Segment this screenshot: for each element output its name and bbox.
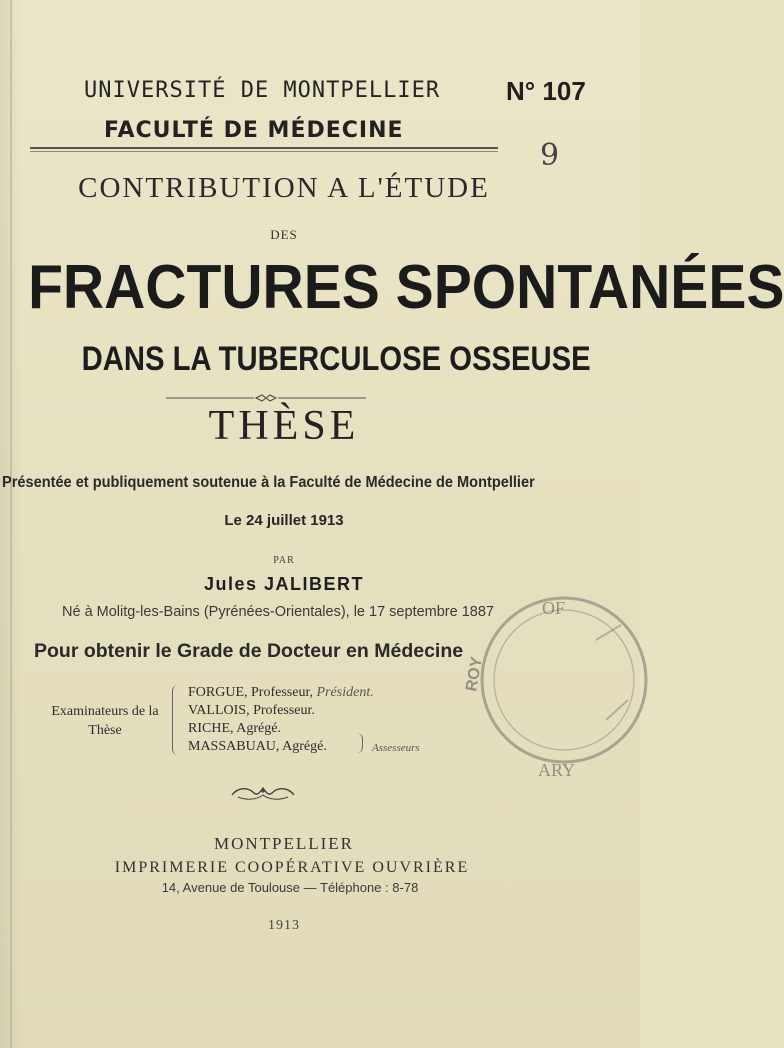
thesis-number: N° 107: [506, 76, 586, 106]
these-heading: THÈSE: [208, 403, 360, 449]
des-label: DES: [270, 227, 298, 242]
library-stamp: [446, 580, 638, 792]
handwritten-mark: 9: [540, 138, 560, 173]
par-label: PAR: [273, 555, 295, 566]
assessors-brace: [356, 733, 363, 753]
university-name: UNIVERSITÉ DE MONTPELLIER: [84, 78, 441, 103]
imprint-address: 14, Avenue de Toulouse — Téléphone : 8-78: [161, 880, 419, 895]
printer-ornament: [228, 785, 298, 803]
examiner-name: MASSABUAU, Agrégé.: [188, 739, 327, 754]
birth-line: Né à Molitg-les-Bains (Pyrénées-Orientales), le 17 septembre 1887: [62, 604, 494, 620]
stamp-text-top: OF: [542, 598, 566, 618]
header-rule-thin: [30, 151, 498, 152]
author-name: Jules JALIBERT: [203, 574, 365, 594]
imprint-year: 1913: [268, 918, 300, 933]
examiner-role: Président.: [316, 685, 374, 700]
defense-date: Le 24 juillet 1913: [224, 512, 344, 529]
examiner-entry: [188, 702, 374, 720]
contribution-heading: CONTRIBUTION A L'ÉTUDE: [78, 172, 490, 204]
examiner-name: FORGUE, Professeur,: [188, 685, 314, 700]
examiner-name: RICHE, Agrégé.: [188, 721, 281, 736]
examiners-list: [188, 684, 374, 756]
examiner-entry: [188, 720, 374, 738]
stamp-text-bottom: ARY: [538, 760, 576, 780]
examiners-brace: [172, 685, 183, 755]
stamp-text-side: ROY: [463, 655, 486, 693]
faculty-name: FACULTÉ DE MÉDECINE: [104, 118, 404, 143]
presentation-line: Présentée et publiquement soutenue à la Faculté de Médecine de Montpellier: [2, 474, 535, 491]
header-rule: [30, 147, 498, 149]
assessors-label: Assesseurs: [372, 742, 420, 754]
examiner-name: VALLOIS, Professeur.: [188, 703, 315, 718]
subtitle: DANS LA TUBERCULOSE OSSEUSE: [81, 340, 591, 378]
binding-edge: [10, 0, 12, 1048]
imprint-city: MONTPELLIER: [213, 834, 355, 853]
examiner-entry: [188, 684, 374, 702]
degree-line: Pour obtenir le Grade de Docteur en Médecine: [34, 640, 464, 662]
examiner-entry: [188, 738, 374, 756]
imprint-printer: IMPRIMERIE COOPÉRATIVE OUVRIÈRE: [114, 859, 470, 876]
main-title: FRACTURES SPONTANÉES: [28, 253, 784, 322]
examiners-label: Examinateurs de la Thèse: [51, 704, 159, 738]
